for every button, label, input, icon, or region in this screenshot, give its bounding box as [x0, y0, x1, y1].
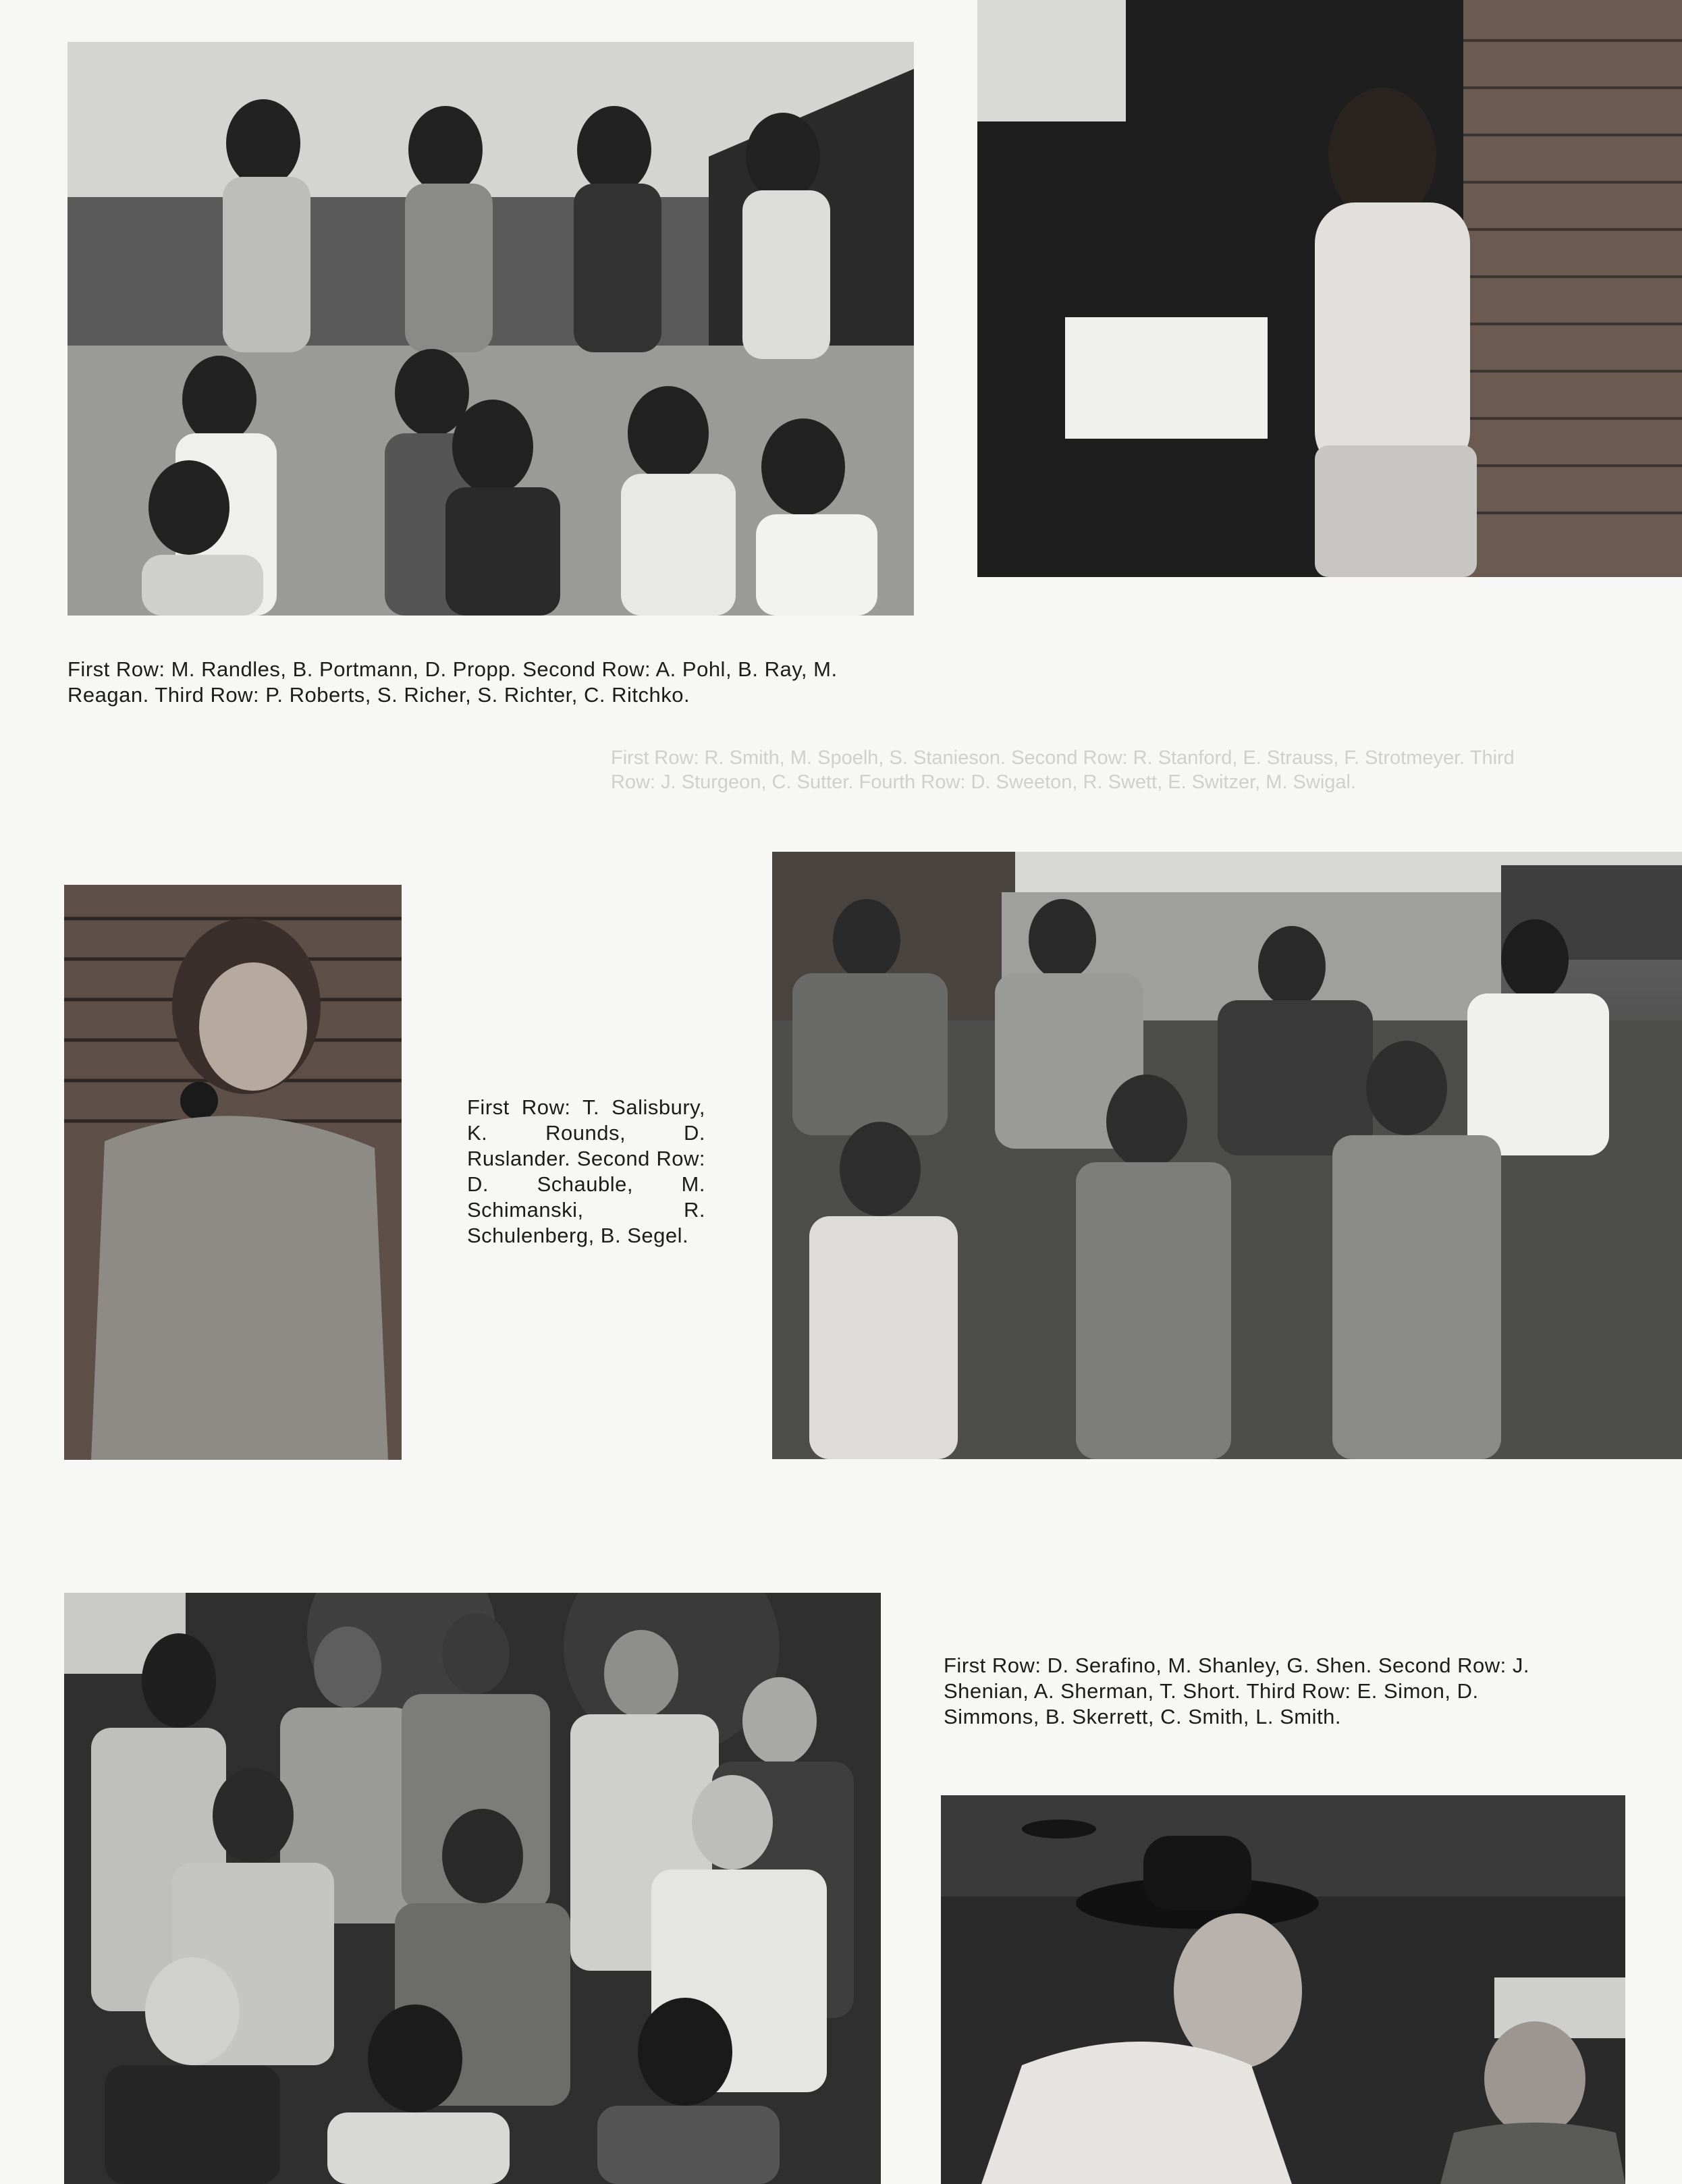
candid-photo-phone — [64, 885, 402, 1460]
group-photo-three — [64, 1593, 881, 2184]
group-photo-one — [67, 42, 914, 616]
caption-group-three: First Row: D. Serafino, M. Shanley, G. Shen. Second Row: J. Shenian, A. Sherman, T. Short. Third Row: E. Simon, D. Simmons, B. Skerrett, C. Smith, L. Smith. — [944, 1654, 1529, 1728]
candid-photo-hat — [941, 1795, 1625, 2184]
group-photo-two — [772, 852, 1682, 1459]
caption-group-two: First Row: T. Salisbury, K. Rounds, D. Ruslander. Second Row: D. Schauble, M. Schimanski, R. Schulenberg, B. Segel. — [467, 1095, 705, 1247]
bleed-through-text: First Row: R. Smith, M. Spoelh, S. Stanieson. Second Row: R. Stanford, E. Strauss, F. Strotmeyer. Third Row: J. Sturgeon, C. Sutter. Fourth Row: D. Sweeton, R. Swett, E. Switzer, M. Swigal. — [611, 747, 1515, 793]
caption-group-one: First Row: M. Randles, B. Portmann, D. Propp. Second Row: A. Pohl, B. Ray, M. Reagan. Third Row: P. Roberts, S. Richer, S. Richter, C. Ritchko. — [67, 657, 838, 707]
candid-photo-reading — [977, 0, 1682, 577]
